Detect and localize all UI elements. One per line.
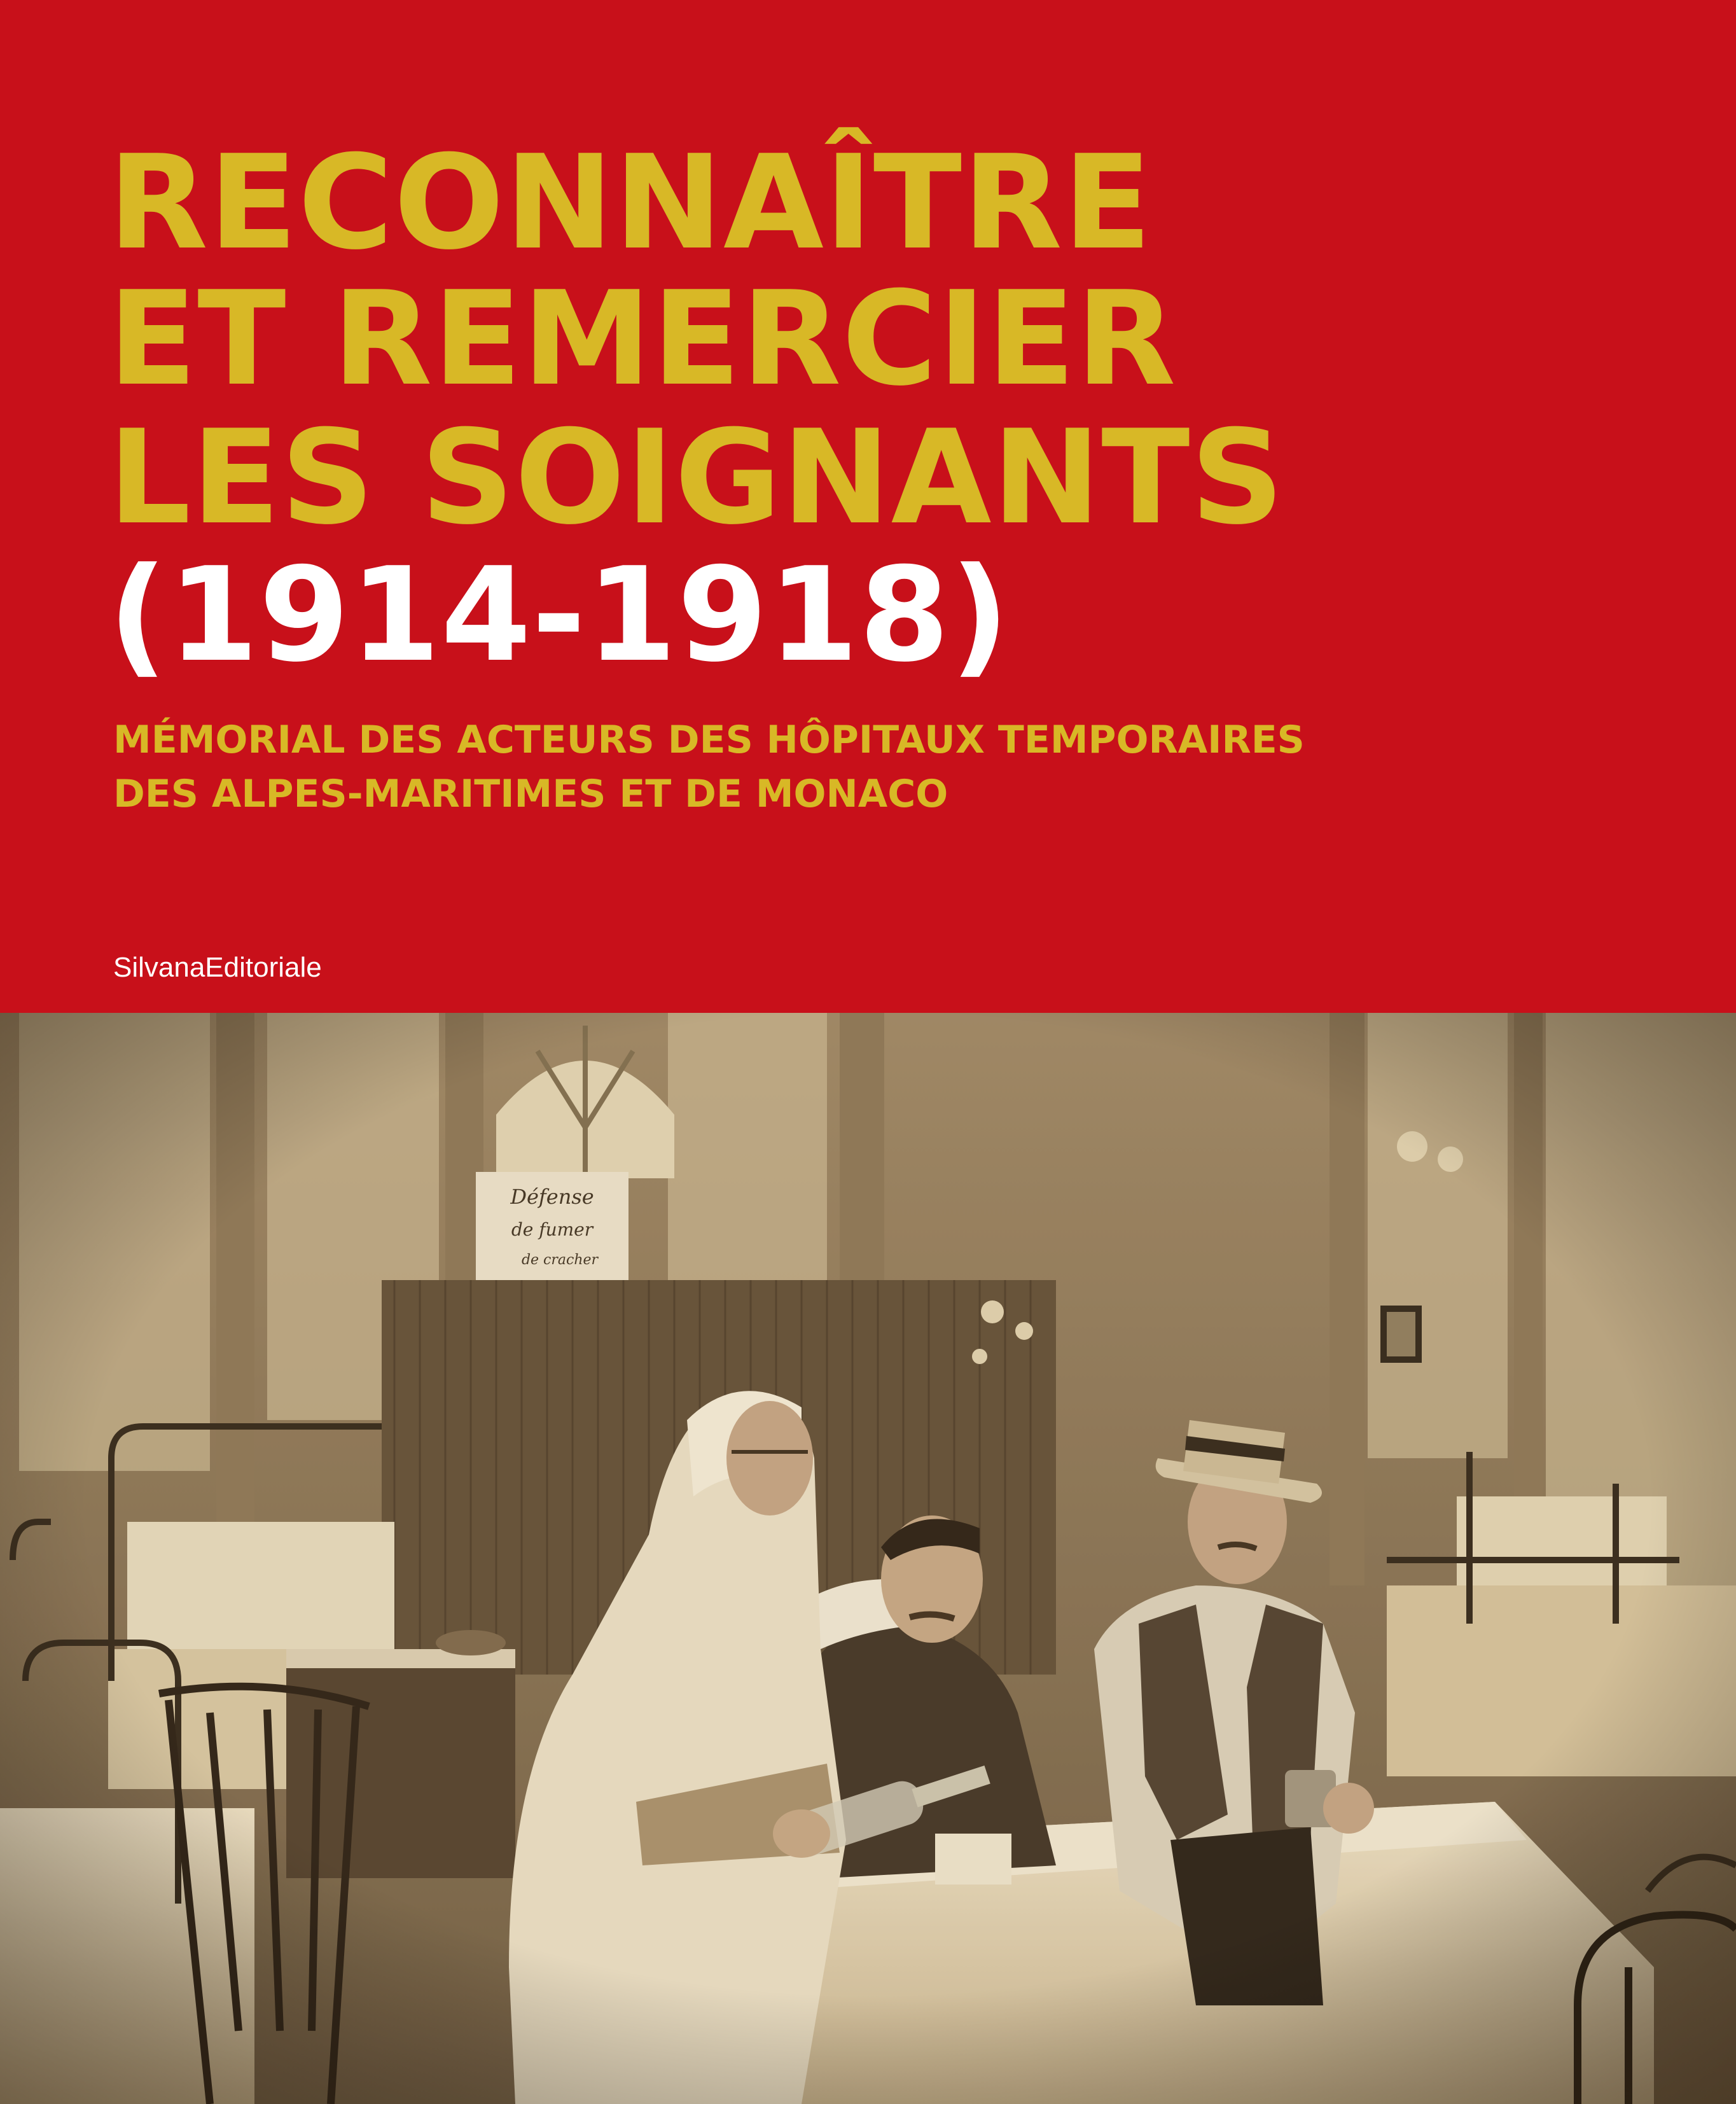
cover-red-panel xyxy=(0,0,1736,1013)
title-dates: (1914-1918) xyxy=(108,540,1010,691)
subtitle-line-1: MÉMORIAL DES ACTEURS DES HÔPITAUX TEMPORAIRES xyxy=(113,718,1305,762)
cover-photo xyxy=(0,1013,1736,2104)
subtitle-line-2: DES ALPES-MARITIMES ET DE MONACO xyxy=(113,772,948,816)
title-line-1: RECONNAÎTRE xyxy=(108,128,1153,279)
hospital-ward-photo xyxy=(0,1013,1736,2104)
title-line-2: ET REMERCIER xyxy=(108,264,1177,415)
publisher-logo: SilvanaEditoriale xyxy=(113,952,322,983)
title-line-3: LES SOIGNANTS xyxy=(108,403,1285,554)
